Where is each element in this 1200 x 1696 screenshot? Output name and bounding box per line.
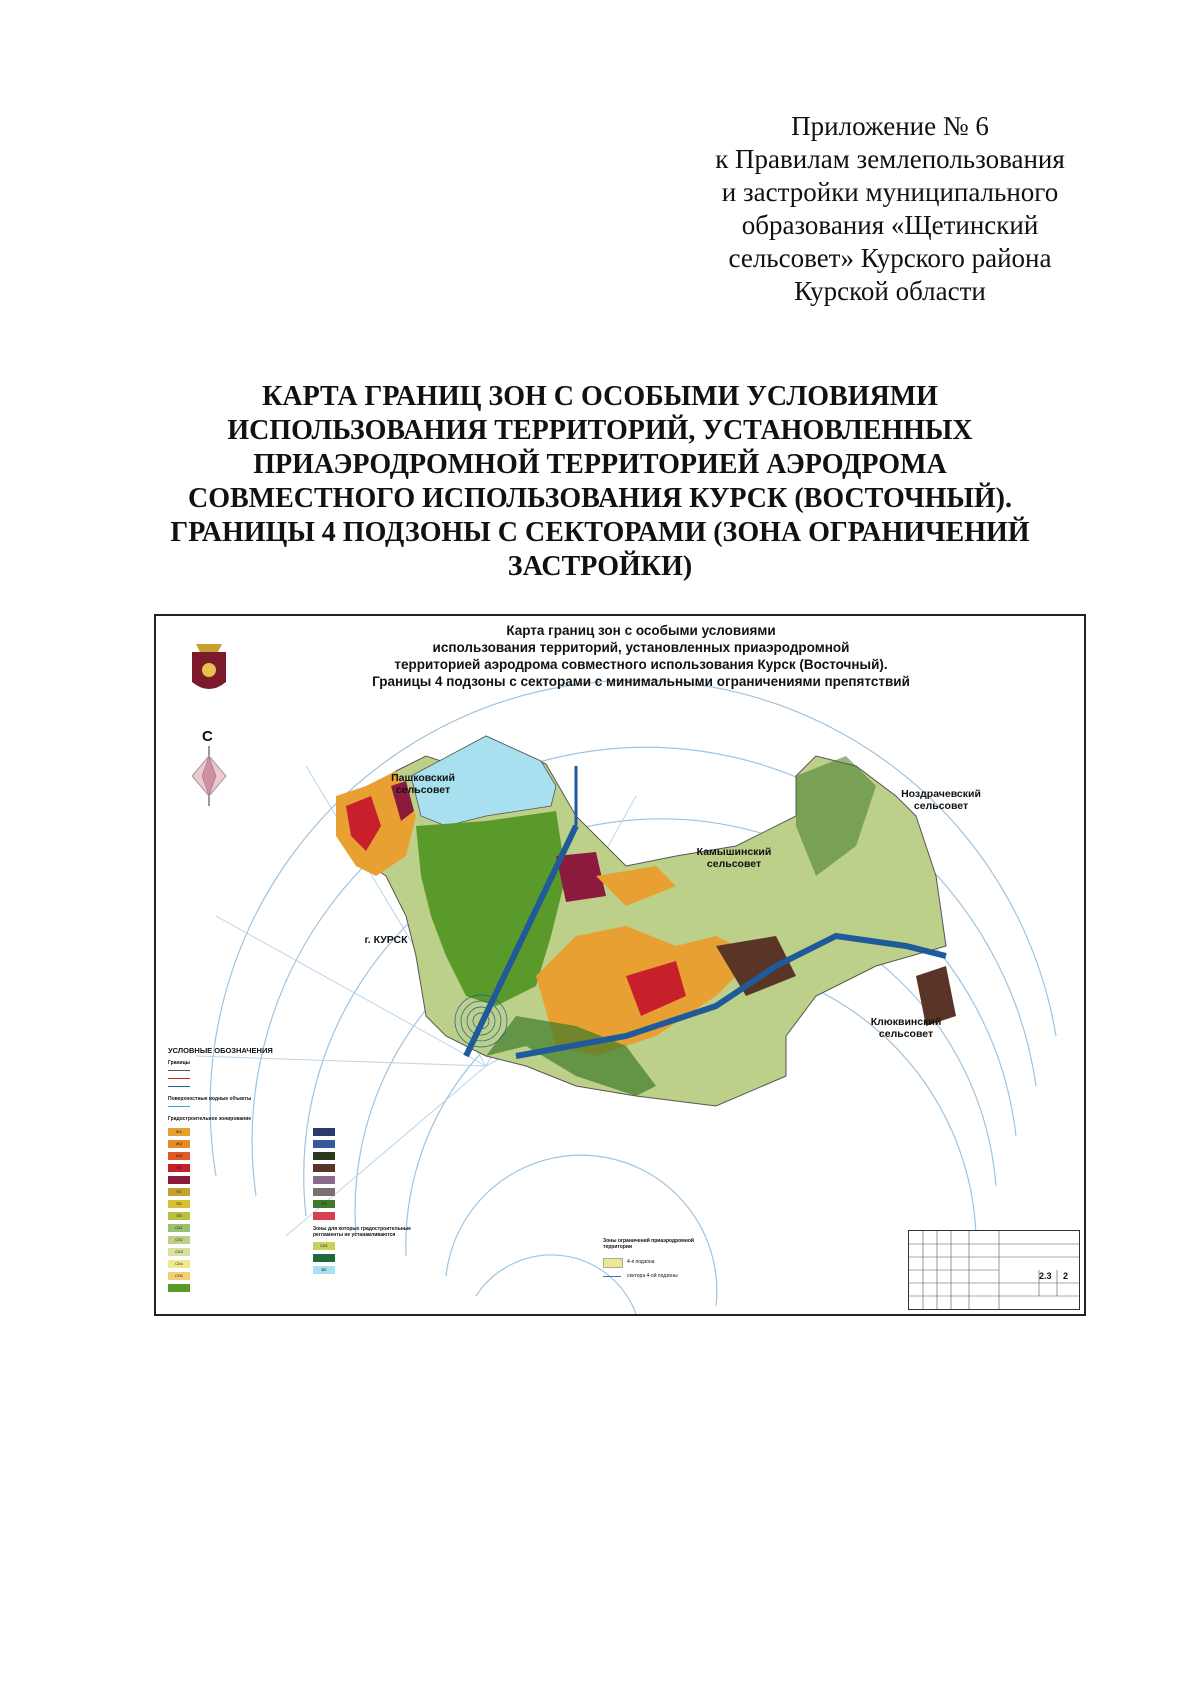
appendix-note: [660, 110, 1120, 308]
legend-section-no-regulations: Зоны для которых градостроительные регламенты не устанавливаются: [313, 1226, 411, 1238]
drawing-title-block: [908, 1230, 1080, 1310]
place-label-kamyshinsky: Камышинский сельсовет: [696, 846, 772, 870]
legend-swatch: [313, 1254, 335, 1262]
legend-swatch: П2: [168, 1200, 190, 1208]
legend-swatch: СХ4: [168, 1260, 190, 1268]
zone-legend-item: сектора 4-ой подзоны: [627, 1273, 678, 1279]
map-title: [316, 622, 966, 690]
sheet-count: 2: [1063, 1271, 1069, 1281]
legend-border-line: [168, 1086, 190, 1087]
map-figure: [154, 614, 1086, 1316]
zone-legend-item: 4-я подзона: [627, 1259, 655, 1265]
legend-swatch: Ж3: [168, 1152, 190, 1160]
place-label-klyukvinsky: Клюквинский сельсовет: [870, 1016, 942, 1040]
sheet-number: 2.3: [1039, 1271, 1052, 1281]
appendix-line: Курской области: [794, 276, 986, 306]
coat-of-arms: [192, 644, 226, 689]
legend-swatch: [313, 1188, 335, 1196]
legend-swatch: О1: [168, 1164, 190, 1172]
legend-section-water: Поверхностные водные объекты: [168, 1096, 252, 1102]
legend-swatch: [168, 1176, 190, 1184]
map-title-line: Карта границ зон с особыми условиями: [506, 623, 776, 638]
legend-swatch: СХ3: [168, 1248, 190, 1256]
legend-section-borders: Границы: [168, 1060, 190, 1066]
legend-swatch: СХ1: [313, 1242, 335, 1250]
legend-swatch: СХ1: [168, 1224, 190, 1232]
legend-swatch: [313, 1140, 335, 1148]
map-title-line: Границы 4 подзоны с секторами с минимальными ограничениями препятствий: [372, 674, 910, 689]
appendix-line: Приложение № 6: [791, 111, 989, 141]
legend-swatch: СН1: [168, 1272, 190, 1280]
legend-swatch: СХ2: [168, 1236, 190, 1244]
north-label: С: [202, 728, 213, 745]
document-title-line: ЗАСТРОЙКИ): [507, 551, 693, 582]
legend-swatch: Ж1: [168, 1128, 190, 1136]
appendix-line: сельсовет» Курского района: [728, 243, 1052, 273]
legend-section-zoning: Градостроительное зонирование: [168, 1116, 252, 1122]
appendix-line: образования «Щетинский: [741, 210, 1039, 240]
legend-title: УСЛОВНЫЕ ОБОЗНАЧЕНИЯ: [168, 1046, 273, 1055]
compass-rose-icon: [192, 746, 226, 806]
zone-legend-title: Зоны ограничений приаэродромной территории: [603, 1238, 694, 1250]
map-title-line: территорией аэродрома совместного использования Курск (Восточный).: [394, 657, 888, 672]
legend-swatch: [313, 1212, 335, 1220]
legend-swatch: ВЗ: [313, 1266, 335, 1274]
title-block-grid: [909, 1231, 1079, 1309]
appendix-line: к Правилам землепользования: [715, 144, 1065, 174]
document-title: [100, 380, 1100, 584]
legend-swatch: П1: [168, 1188, 190, 1196]
legend-swatch: П3: [168, 1212, 190, 1220]
place-label-kursk: г. КУРСК: [364, 934, 408, 946]
legend-border-line: [168, 1078, 190, 1079]
legend-swatch: [313, 1152, 335, 1160]
document-title-line: СОВМЕСТНОГО ИСПОЛЬЗОВАНИЯ КУРСК (ВОСТОЧНЫЙ).: [188, 483, 1012, 514]
zone-restrictions-legend: [603, 1238, 723, 1308]
legend-swatch: Ж2: [168, 1140, 190, 1148]
legend-swatch: Р1: [313, 1200, 335, 1208]
document-title-line: ГРАНИЦЫ 4 ПОДЗОНЫ С СЕКТОРАМИ (ЗОНА ОГРАНИЧЕНИЙ: [170, 517, 1030, 548]
appendix-line: и застройки муниципального: [721, 177, 1059, 207]
map-legend: [168, 1046, 568, 1306]
document-title-line: КАРТА ГРАНИЦ ЗОН С ОСОБЫМИ УСЛОВИЯМИ: [262, 381, 938, 412]
zone-legend-line: [603, 1276, 621, 1277]
legend-swatch: [313, 1128, 335, 1136]
place-label-nozdrachevsky: Ноздрачевский сельсовет: [901, 788, 981, 812]
document-title-line: ИСПОЛЬЗОВАНИЯ ТЕРРИТОРИЙ, УСТАНОВЛЕННЫХ: [227, 415, 973, 446]
legend-swatch: [313, 1176, 335, 1184]
zone-legend-swatch: [603, 1258, 623, 1268]
legend-border-line: [168, 1070, 190, 1071]
map-title-line: использования территорий, установленных приаэродромной: [432, 640, 850, 655]
place-label-pashkovsky: Пашковский сельсовет: [391, 772, 455, 796]
legend-swatch: [168, 1284, 190, 1292]
legend-swatch: [313, 1164, 335, 1172]
legend-water-line: [168, 1106, 190, 1107]
document-title-line: ПРИАЭРОДРОМНОЙ ТЕРРИТОРИЕЙ АЭРОДРОМА: [253, 449, 947, 480]
